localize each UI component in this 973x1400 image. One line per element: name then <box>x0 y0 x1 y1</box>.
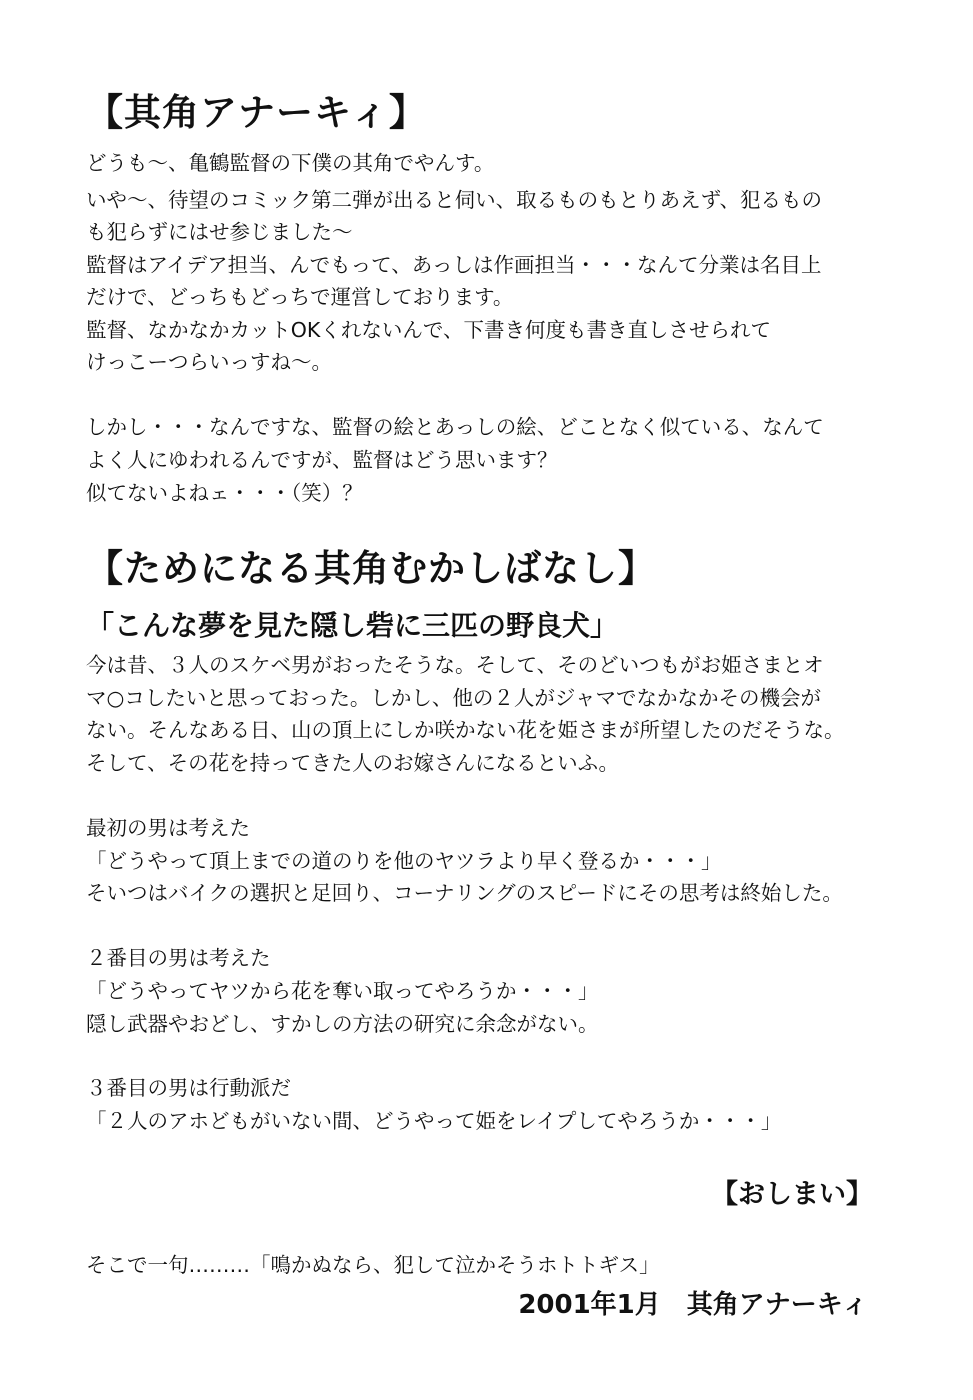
body-line: そして、その花を持ってきた人のお嫁さんになるといふ。 <box>86 751 619 775</box>
body-line: マ○コしたいと思っておった。しかし、他の２人がジャマでなかなかその機会が <box>86 686 821 710</box>
body-line: 最初の男は考えた <box>86 816 250 840</box>
body-line: ２番目の男は考えた <box>86 946 271 970</box>
body-line: 今は昔、３人のスケベ男がおったそうな。そして、そのどいつもがお姫さまとオ <box>86 653 824 677</box>
body-line: 「２人のアホどもがいない間、どうやって姫をレイプしてやろうか・・・」 <box>86 1109 782 1133</box>
body-line: 監督はアイデア担当、んでもって、あっしは作画担当・・・なんて分業は名目上 <box>86 253 822 277</box>
body-line: 「どうやってヤツから花を奪い取ってやろうか・・・」 <box>86 979 599 1003</box>
story-title: 「こんな夢を見た隠し砦に三匹の野良犬」 <box>86 609 619 642</box>
section-heading-anarchy: 【其角アナーキィ】 <box>86 91 427 134</box>
body-line: いや～、待望のコミック第二弾が出ると伺い、取るものもとりあえず、犯るもの <box>86 188 822 212</box>
signature: 2001年1月 其角アナーキィ <box>518 1290 868 1320</box>
body-line: 隠し武器やおどし、すかしの方法の研究に余念がない。 <box>86 1012 599 1036</box>
end-label: 【おしまい】 <box>711 1179 873 1210</box>
section-heading-story: 【ためになる其角むかしばなし】 <box>86 547 656 590</box>
body-line: も犯らずにはせ参じました～ <box>86 220 353 244</box>
body-line: そいつはバイクの選択と足回り、コーナリングのスピードにその思考は終始した。 <box>86 881 843 905</box>
body-line: 似てないよねェ・・・（笑）？ <box>86 481 363 505</box>
body-line: ３番目の男は行動派だ <box>86 1076 291 1100</box>
body-line: 「どうやって頂上までの道のりを他のヤツラより早く登るか・・・」 <box>86 849 722 873</box>
body-line: ない。そんなある日、山の頂上にしか咲かない花を姫さまが所望したのだそうな。 <box>86 718 845 742</box>
body-line: よく人にゆわれるんですが、監督はどう思います？ <box>86 448 558 472</box>
body-line: だけで、どっちもどっちで運営しております。 <box>86 285 514 309</box>
body-line: けっこーつらいっすね～。 <box>86 350 332 374</box>
body-line: 監督、なかなかカットOKくれないんで、下書き何度も書き直しさせられて <box>86 318 771 342</box>
body-line: しかし・・・なんですな、監督の絵とあっしの絵、どことなく似ている、なんて <box>86 415 824 439</box>
closing-line: そこで一句………「鳴かぬなら、犯して泣かそうホトトギス」 <box>86 1253 660 1277</box>
body-line: どうも～、亀鶴監督の下僕の其角でやんす。 <box>86 151 495 175</box>
